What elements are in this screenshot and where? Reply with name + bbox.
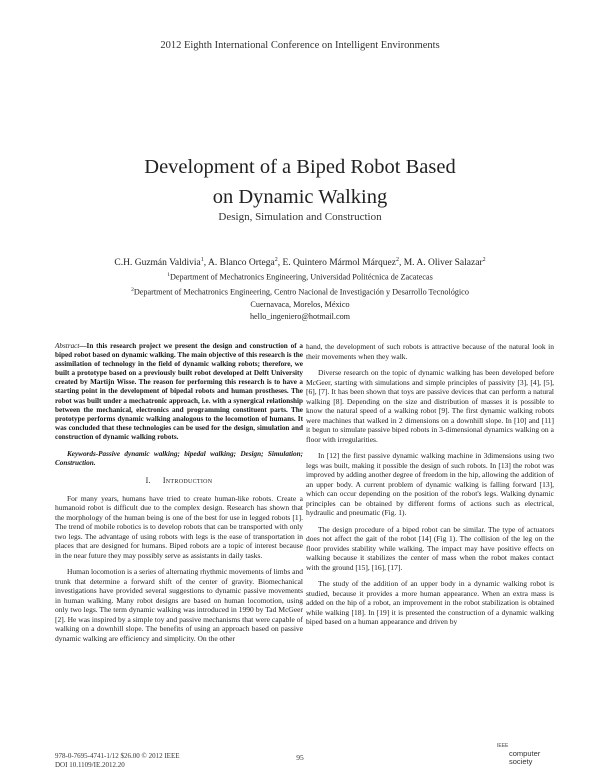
affiliations (0, 269, 600, 323)
author-2: A. Blanco Ortega (208, 258, 275, 269)
affiliation-1: $^1$Department of Mechatronics Engineering, Universidad Politécnica de Zacatecas (167, 272, 433, 282)
author-3: E. Quintero Mármol Márquez (282, 258, 396, 269)
left-paragraph-2: Human locomotion is a series of alternating rhythmic movements of limbs and trunk that determine a forward shift of the center of gravity. Biomechanical investigations have provided several suggestions to dynamic passive movements in human walking. Many robot designs are based on human locomotion, using only two legs. The term dynamic walking was introduced in 1990 by Tad McGeer [2]. He was inspired by a simple toy and passive mechanisms that were capable of walking on a downhill slope. The benefits of using an approach based on passive dynamic walking are efficiency and simplicity. On the other (55, 567, 303, 643)
keywords: Keywords-Passive dynamic walking; bipedal walking; Design; Simulation; Construction. (55, 450, 303, 468)
title-line-2: on Dynamic Walking (212, 186, 388, 208)
author-4-affil: 2 (482, 257, 486, 263)
section-heading-introduction: I. Introduction (145, 476, 213, 486)
author-1: C.H. Guzmán Valdivia (114, 258, 201, 269)
conference-header: 2012 Eighth International Conference on Intelligent Environments (160, 40, 440, 51)
abstract-label: Abstract (55, 342, 80, 350)
author-list: C.H. Guzmán Valdivia$^1$, A. Blanco Ortega$^2$, E. Quintero Mármol Márquez$^2$, M. A. Oliver Salazar$^2$ (114, 257, 486, 269)
logo-wordmark: computer society (509, 749, 541, 766)
paper-title (0, 152, 600, 212)
affiliation-city: Cuernavaca, Morelos, México (250, 299, 350, 309)
right-column (306, 342, 554, 634)
left-paragraph-1: For many years, humans have tried to create human-like robots. Create a humanoid robot is difficult due to the complex design. Research has shown that the morphology of the human being is one of the best for use in legged robots [1]. The trend of mobile robotics is to develop robots that can be transported with only two legs. The advantage of using robots with legs is the ease of transportation in places that are designed for humans. Biped robots are a topic of interest because in the near future they may possibly serve as assistants in daily tasks. (55, 493, 303, 560)
right-paragraph-2: Diverse research on the topic of dynamic walking has been developed before McGeer, starting with simulations and simple principles of passivity [3], [4], [5], [6], [7]. It has been shown that toys are passive devices that can perform a natural walking [8]. Depending on the size and distribution of masses it is possible to know the natural speed of a walking robot [9]. The first dynamic walking robots were machines that walked in 2 dimensions on a downhill slope. In [10] and [11] it begun to simulate passive biped robots in 3-dimensional dynamics walking on a floor with irregularities. (306, 368, 554, 444)
affiliation-2: $^2$Department of Mechatronics Engineering, Centro Nacional de Investigación y Desarrollo Tecnológico (131, 286, 469, 297)
author-4: M. A. Oliver Salazar (403, 258, 483, 269)
right-paragraph-4: The design procedure of a biped robot can be similar. The type of actuators does not affect the gait of the robot [14] (Fig 1). The collision of the leg on the floor provides stability while walking. The impact may have positive effects on walking because it stabilizes the center of mass when the robot makes contact with the ground [15], [16], [17]. (306, 524, 554, 572)
author-2-affil: 2 (274, 257, 278, 263)
author-1-affil: 1 (200, 257, 204, 263)
abstract-text: —In this research project we present the design and construction of a biped robot based on dynamic walking. The main objective of this research is the assimilation of technology in the field of dynamic walking robots; therefore, we built a prototype based on a previously built robot developed at Delft University created by Martijn Wisse. The reason for performing this research is to have a starting point in the development of bipedal robots and human prostheses. The robot was built under a mechatronic approach, i.e. with a synergical relationship between the mechanical, electronics and programming constituent parts. The prototype performs dynamic walking analogous to the locomotion of humans. It was concluded that these technologies can be used for the design, simulation and construction of dynamic walking robots. (55, 342, 303, 441)
right-paragraph-1: hand, the development of such robots is attractive because of the natural look in their movements when they walk. (306, 342, 554, 361)
footer-doi: DOI 10.1109/IE.2012.20 (55, 761, 125, 769)
author-email[interactable]: hello_ingeniero@hotmail.com (249, 312, 351, 322)
page-number: 95 (296, 753, 304, 762)
abstract (55, 342, 303, 442)
right-paragraph-5: The study of the addition of an upper body in a dynamic walking robot is studied, because it provides a more human appearance. When an extra mass is added on the hip of a robot, an improvement in the robot stabilization is obtained while walking [18]. In [19] it is presented the construction of a dynamic walking biped based on a human appearance and driven by (306, 579, 554, 626)
left-column (55, 342, 303, 650)
ieee-logo-icon: IEEE (497, 743, 509, 749)
computer-society-logo (497, 745, 549, 773)
footer-isbn: 978-0-7695-4741-1/12 $26.00 © 2012 IEEE (55, 752, 180, 760)
right-paragraph-3: In [12] the first passive dynamic walking machine in 3dimensions using two legs was built, making it possible the design of such robots. In [13] the robot was improved by adding another degree of freedom in the hip, allowing the addition of an upper body. A current problem of dynamic walking is falling forward [13], which can occur depending on the position of the robot's legs. Walking dynamic principles can be obtained by different forms of actions such as electrical, hydraulic and pneumatic (Fig. 1). (306, 451, 554, 517)
author-3-affil: 2 (395, 257, 399, 263)
paper-subtitle: Design, Simulation and Construction (218, 211, 382, 223)
title-line-1: Development of a Biped Robot Based (144, 156, 456, 178)
